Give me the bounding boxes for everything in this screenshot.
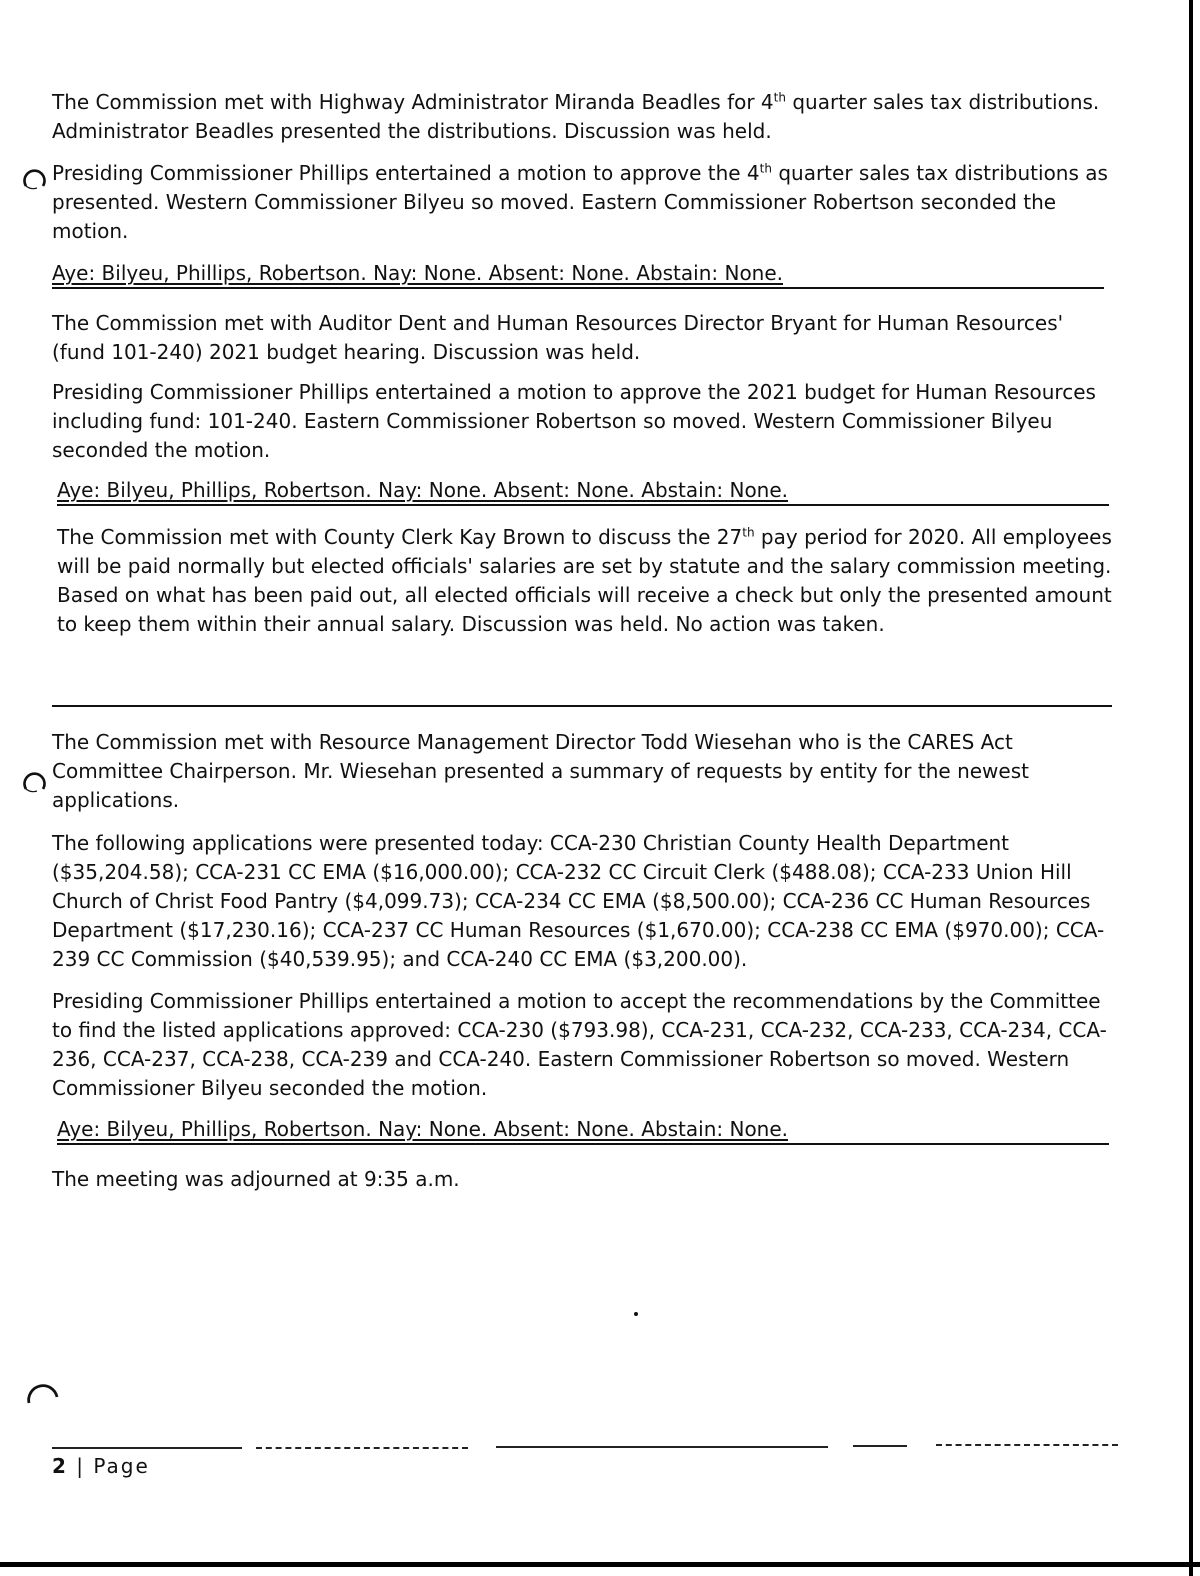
stray-mark [634, 1312, 638, 1316]
paragraph-sales-tax-motion: Presiding Commissioner Phillips entertained a motion to approve the 4th quarter sales tax distributions as presented. Western Commissioner Bilyeu so moved. Eastern Commissioner Robertson seconded the motion. [52, 161, 1108, 243]
hole-punch-mark [23, 1371, 63, 1407]
page-number: 2 [52, 1454, 68, 1478]
vote-record: Aye: Bilyeu, Phillips, Robertson. Nay: None. Absent: None. Abstain: None. [52, 259, 1104, 289]
page-separator: | [76, 1454, 86, 1478]
footer-rule-segment [936, 1444, 1118, 1446]
hole-punch-mark [23, 769, 47, 793]
footer-rule-segment [853, 1445, 907, 1447]
paragraph-applications-motion: Presiding Commissioner Phillips entertained a motion to accept the recommendations by the Committee to find the listed applications approved: CCA-230 ($793.98), CCA-231, CCA-232, CCA-233, CCA-234, CCA-236, CCA-237, CCA-238, CCA-239 and CCA-240. Eastern Commissioner Robertson so moved. Western Commissioner Bilyeu seconded the motion. [52, 989, 1107, 1100]
footer-rule-segment [52, 1447, 242, 1449]
vote-record: Aye: Bilyeu, Phillips, Robertson. Nay: None. Absent: None. Abstain: None. [57, 1115, 1109, 1145]
paragraph-hr-budget-motion: Presiding Commissioner Phillips entertained a motion to approve the 2021 budget for Human Resources including fund: 101-240. Eastern Commissioner Robertson so moved. Western Commissioner Bilyeu seconded the motion. [52, 380, 1096, 462]
paragraph-hr-budget-hearing: The Commission met with Auditor Dent and Human Resources Director Bryant for Human Resources' (fund 101-240) 2021 budget hearing. Discussion was held. [52, 311, 1064, 364]
hole-punch-mark [23, 166, 47, 190]
scan-edge-bottom [0, 1562, 1200, 1567]
section-divider [52, 705, 1112, 707]
paragraph-applications-list: The following applications were presented today: CCA-230 Christian County Health Department ($35,204.58); CCA-231 CC EMA ($16,000.00); CCA-232 CC Circuit Clerk ($488.08); CCA-233 Union Hill Church of Christ Food Pantry ($4,099.73); CCA-234 CC EMA ($8,500.00); CCA-236 CC Human Resources Department ($17,230.16); CCA-237 CC Human Resources ($1,670.00); CCA-238 CC EMA ($970.00); CCA-239 CC Commission ($40,539.95); and CCA-240 CC EMA ($3,200.00). [52, 831, 1105, 971]
paragraph-cares-act-meeting: The Commission met with Resource Management Director Todd Wiesehan who is the CARES Act Committee Chairperson. Mr. Wiesehan presented a summary of requests by entity for the newest applications. [52, 730, 1029, 812]
page-number-footer [52, 1452, 150, 1481]
scan-edge-right [1189, 0, 1193, 1576]
footer-rule-segment [496, 1446, 828, 1448]
page-word: Page [93, 1454, 150, 1478]
vote-record: Aye: Bilyeu, Phillips, Robertson. Nay: None. Absent: None. Abstain: None. [57, 476, 1109, 506]
footer-rule-segment [256, 1447, 468, 1449]
paragraph-adjournment: The meeting was adjourned at 9:35 a.m. [52, 1167, 460, 1191]
paragraph-pay-period: The Commission met with County Clerk Kay Brown to discuss the 27th pay period for 2020. All employees will be paid normally but elected officials' salaries are set by statute and the salary commission meeting. Based on what has been paid out, all elected officials will receive a check but only the presented amount to keep them within their annual salary. Discussion was held. No action was taken. [57, 525, 1112, 636]
paragraph-highway-meeting: The Commission met with Highway Administrator Miranda Beadles for 4th quarter sales tax distributions. Administrator Beadles presented the distributions. Discussion was held. [52, 90, 1100, 143]
